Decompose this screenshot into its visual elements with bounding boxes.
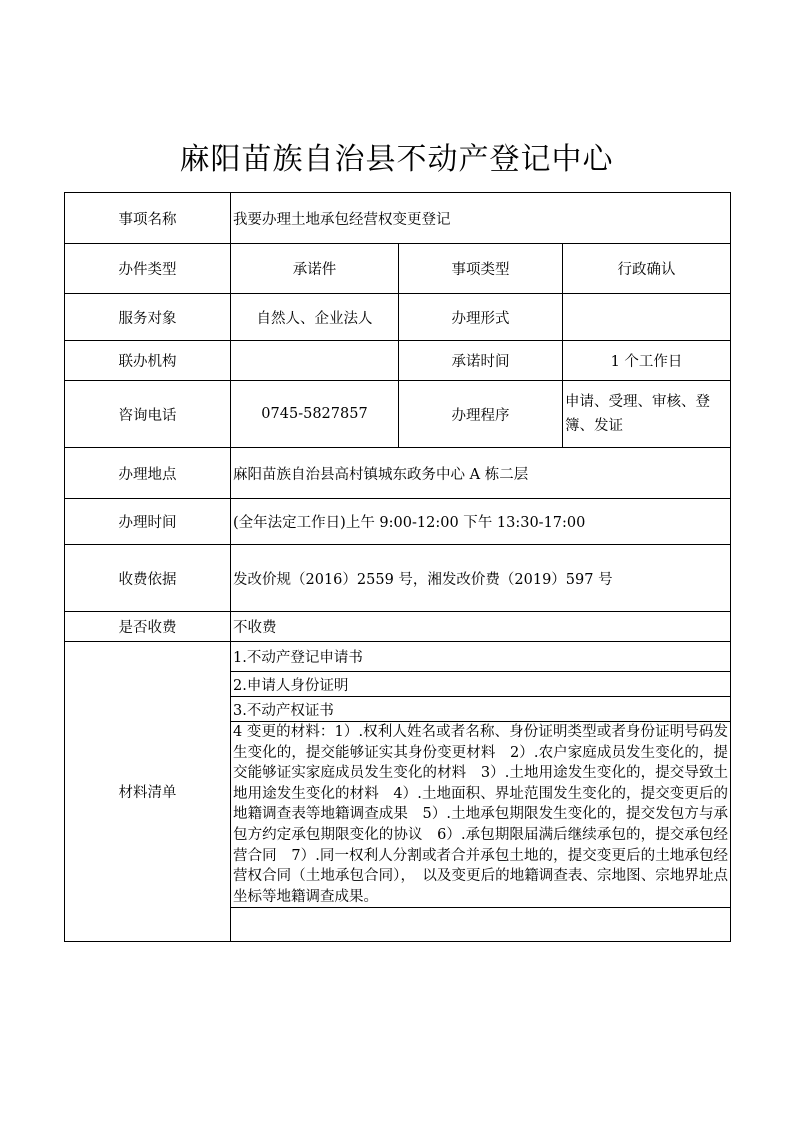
material-row [65, 642, 731, 672]
handle-form-value [563, 294, 731, 341]
item-name-value: 我要办理土地承包经营权变更登记 [231, 193, 731, 244]
row-fee-basis [65, 545, 731, 612]
row-handle-type [65, 244, 731, 294]
promise-time-value: 1 个工作日 [563, 341, 731, 381]
row-is-fee [65, 612, 731, 642]
handle-type-label: 办件类型 [65, 244, 231, 294]
service-target-label: 服务对象 [65, 294, 231, 341]
item-type-label: 事项类型 [399, 244, 563, 294]
row-hours [65, 499, 731, 545]
material-item-change-docs: 4 变更的材料：1）.权利人姓名或者名称、身份证明类型或者身份证明号码发生变化的，提交能够证实其身份变更材料 2）.农户家庭成员发生变化的，提交能够证实家庭成员发生变化的材料 3）.土地用途发生变化的，提交导致土地用途发生变化的材料 4）.土地面积、界址范围发生变化的，提交变更后的地籍调查表等地籍调查成果 5）.土地承包期限发生变化的，提交发包方与承包方约定承包期限变化的协议 6）.承包期限届满后继续承包的，提交承包经营合同 7）.同一权利人分割或者合并承包土地的，提交变更后的土地承包经营权合同（土地承包合同）， 以及变更后的地籍调查表、宗地图、宗地界址点坐标等地籍调查成果。 [231, 722, 731, 908]
materials-label: 材料清单 [65, 642, 231, 942]
item-name-label: 事项名称 [65, 193, 231, 244]
service-target-value: 自然人、企业法人 [231, 294, 399, 341]
procedure-value: 申请、受理、审核、登簿、发证 [563, 381, 731, 448]
item-type-value: 行政确认 [563, 244, 731, 294]
material-item: 2.申请人身份证明 [231, 672, 731, 697]
material-item-empty [231, 908, 731, 942]
row-service-target [65, 294, 731, 341]
phone-value: 0745-5827857 [231, 381, 399, 448]
handle-form-label: 办理形式 [399, 294, 563, 341]
row-phone [65, 381, 731, 448]
row-location [65, 448, 731, 499]
joint-org-label: 联办机构 [65, 341, 231, 381]
is-fee-value: 不收费 [231, 612, 731, 642]
page-title: 麻阳苗族自治县不动产登记中心 [179, 142, 614, 177]
service-info-table [64, 192, 731, 942]
row-item-name [65, 193, 731, 244]
joint-org-value [231, 341, 399, 381]
fee-basis-value: 发改价规（2016）2559 号，湘发改价费（2019）597 号 [231, 545, 731, 612]
procedure-label: 办理程序 [399, 381, 563, 448]
hours-label: 办理时间 [65, 499, 231, 545]
location-value: 麻阳苗族自治县高村镇城东政务中心 A 栋二层 [231, 448, 731, 499]
is-fee-label: 是否收费 [65, 612, 231, 642]
handle-type-value: 承诺件 [231, 244, 399, 294]
promise-time-label: 承诺时间 [399, 341, 563, 381]
hours-value: (全年法定工作日)上午 9:00-12:00 下午 13:30-17:00 [231, 499, 731, 545]
material-item: 3.不动产权证书 [231, 697, 731, 722]
phone-label: 咨询电话 [65, 381, 231, 448]
material-item: 1.不动产登记申请书 [231, 642, 731, 672]
fee-basis-label: 收费依据 [65, 545, 231, 612]
row-joint-org [65, 341, 731, 381]
location-label: 办理地点 [65, 448, 231, 499]
